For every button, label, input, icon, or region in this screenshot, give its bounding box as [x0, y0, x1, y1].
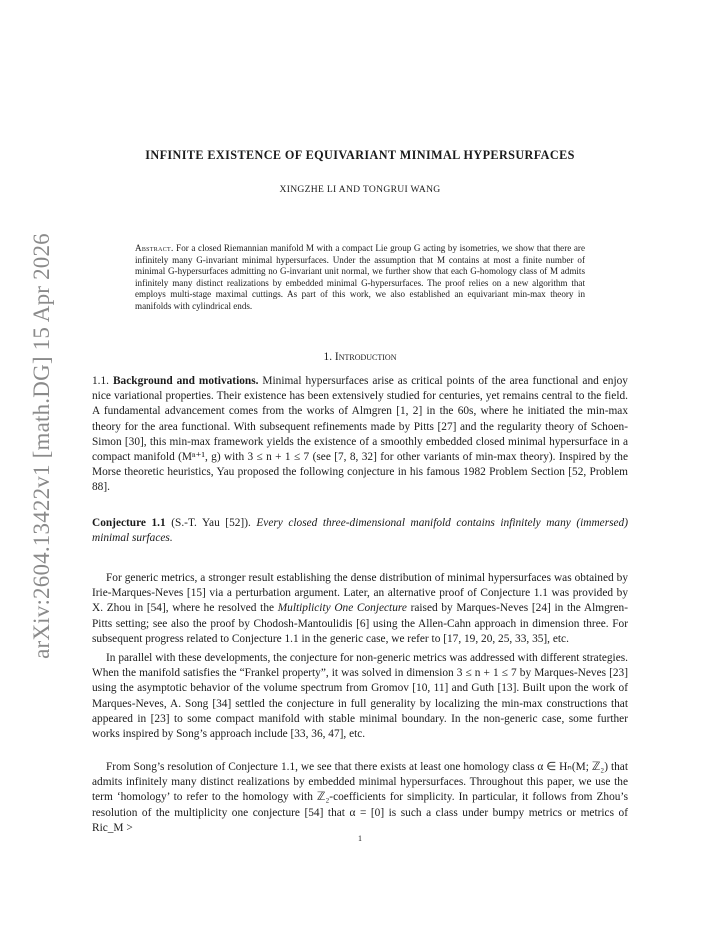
paragraph-background: [92, 374, 628, 496]
page-number: 1: [358, 834, 362, 843]
paragraph-text: raised by Marques-Neves [24] in the Almgren-Pitts setting; see also the proof by Chodosh-Mantoulidis [6] using the Allen-Cahn approach in dimension three. For subsequent progress related to Conjecture 1.1 in the generic case, we refer to [17, 19, 20, 25, 33, 35], etc.: [92, 602, 628, 645]
subsection-title: Background and motivations.: [112, 375, 259, 387]
section-heading: [92, 351, 628, 363]
paragraph-text: In parallel with these developments, the conjecture for non-generic metrics was addressed with different strategies. When the manifold satisfies the “Frankel property”, it was solved in dimension 3 ≤ n + 1 ≤ 7 by Marques-Neves [23] using the asymptotic behavior of the volume spectrum from Gromov [10, 11] and Guth [13]. Built upon the work of Marques-Neves, A. Song [34] settled the conjecture in full generality by localizing the min-max constructions that appeared in [23] to some compact manifold with stable minimal boundary. In the non-generic case, some further works inspired by Song’s approach include [33, 36, 47], etc.: [92, 652, 628, 741]
abstract-label: Abstract.: [135, 243, 174, 253]
paper-authors: XINGZHE LI AND TONGRUI WANG: [279, 184, 441, 195]
paragraph-text: Minimal hypersurfaces arise as critical points of the area functional and enjoy nice variational properties. Their existence has been extensively studied for centuries, yet remains central to the field. A fundamental advancement comes from the works of Almgren [1, 2] in the 60s, where he initiated the min-max theory for the area functional. With subsequent refinements made by Pitts [27] and the regularity theory of Schoen-Simon [30], this min-max framework yields the existence of a smoothly embedded closed minimal hypersurface in a compact manifold (Mⁿ⁺¹, g) with 3 ≤ n + 1 ≤ 7 (see [7, 8, 32] for other variants of min-max theory). Inspired by the Morse theoretic heuristics, Yau proposed the following conjecture in his famous 1982 Problem Section [52, Problem 88].: [92, 375, 628, 494]
abstract-text: For a closed Riemannian manifold M with a compact Lie group G acting by isometries, we show that there are infinitely many G-invariant minimal hypersurfaces. Under the assumption that M contains at most a finite number of minimal G-hypersurfaces admitting no G-invariant unit normal, we further show that each G-homology class of M admits infinitely many distinct realizations by embedded minimal G-hypersurfaces. The proof relies on a new algorithm that employs multi-stage maximal cuttings. As part of this work, we also established an equivariant min-max theory in manifolds with cylindrical ends.: [135, 243, 585, 311]
section-title: Introduction: [334, 351, 397, 363]
paragraph-homology: [92, 760, 628, 836]
section-number: 1.: [323, 351, 333, 363]
conjecture-label: Conjecture 1.1: [92, 517, 166, 529]
paragraph-italic-term: Multiplicity One Conjecture: [277, 602, 407, 615]
conjecture-attribution: (S.-T. Yau [52]).: [171, 517, 251, 529]
paragraph-non-generic: [92, 651, 628, 742]
conjecture-block: [92, 516, 628, 546]
arxiv-identifier-stamp: arXiv:2604.13422v1 [math.DG] 15 Apr 2026: [29, 233, 54, 659]
paper-title: INFINITE EXISTENCE OF EQUIVARIANT MINIMAL HYPERSURFACES: [145, 148, 575, 162]
conjecture-statement: Every closed three-dimensional manifold contains infinitely many (immersed) minimal surfaces.: [92, 517, 629, 545]
paragraph-text: From Song’s resolution of Conjecture 1.1, we see that there exists at least one homology class α ∈ Hₙ(M; ℤ₂) that admits infinitely many distinct realizations by embedded minimal hypersurfaces. Throughout this paper, we use the term ‘homology’ to refer to the homology with ℤ₂-coefficients for simplicity. In particular, it follows from Zhou’s resolution of the multiplicity one conjecture [54] that α = [0] is such a class under bumpy metrics or metrics of Ric_M >: [92, 761, 628, 834]
subsection-number: 1.1.: [92, 375, 110, 387]
abstract: [135, 243, 585, 312]
paragraph-generic-metrics: [92, 571, 628, 647]
paragraph-text: For generic metrics, a stronger result establishing the dense distribution of minimal hypersurfaces was obtained by Irie-Marques-Neves [15] via a perturbation argument. Later, an alternative proof of Conjecture 1.1 was provided by X. Zhou in [54], where he resolved the: [92, 572, 628, 615]
